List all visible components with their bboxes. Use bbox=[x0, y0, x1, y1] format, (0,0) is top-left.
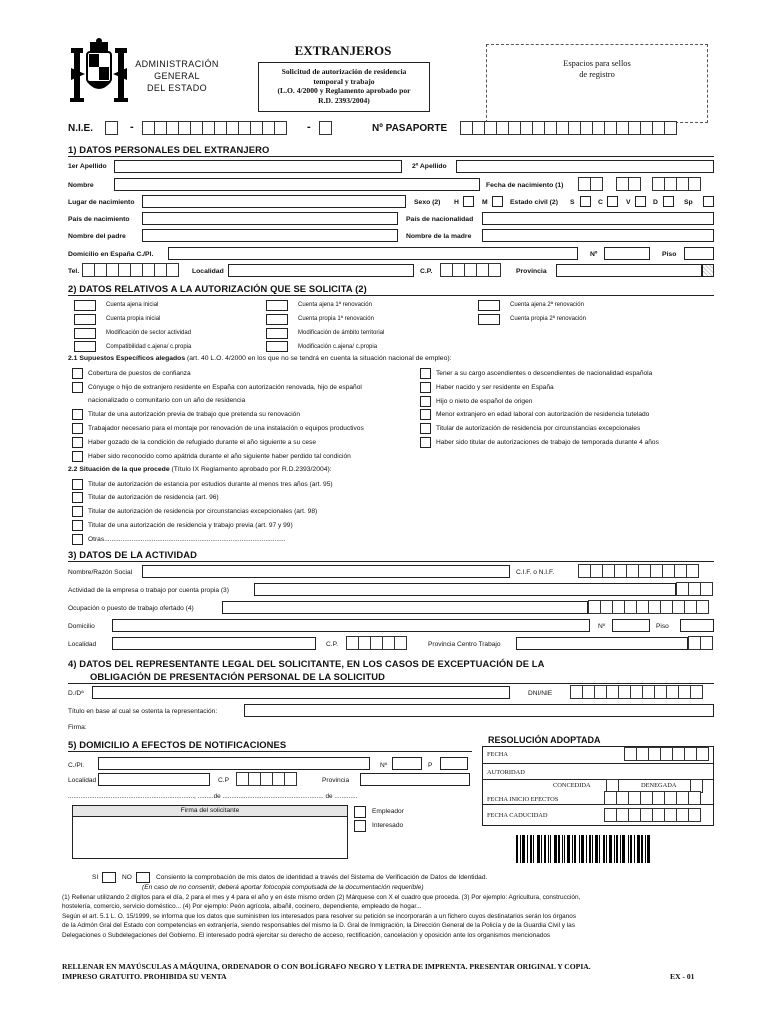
s3-localidad-field[interactable] bbox=[112, 637, 316, 650]
subtitle-line-4: R.D. 2393/2004) bbox=[318, 95, 370, 105]
s22-p1-label: Titular de autorización de estancia por estudios durante al menos tres años (art. 95) bbox=[88, 481, 333, 488]
s4-dni-cells[interactable] bbox=[570, 685, 702, 699]
s4-dni-label: DNI/NIE bbox=[528, 690, 553, 697]
s21-l5-label: Haber gozado de la condición de refugiado durante el año siguiente a su cese bbox=[88, 439, 317, 446]
s5-cp-label: C.P bbox=[218, 777, 229, 784]
cp-cells[interactable] bbox=[440, 263, 500, 277]
resolucion-caducidad-cells bbox=[604, 808, 700, 822]
empleador-label: Empleador bbox=[372, 808, 404, 815]
s5-cpl-label: C./Pl. bbox=[68, 762, 85, 769]
section-1-title: 1) DATOS PERSONALES DEL EXTRANJERO bbox=[68, 144, 270, 155]
consent-no-checkbox[interactable] bbox=[136, 872, 150, 883]
note-line-1: (1) Rellenar utilizando 2 dígitos para el día, 2 para el mes y 4 para el año y en éste mismo orden (2) Márquese con X el cuadro que proceda. (3) Por ejemplo: Agricultura, construcción, bbox=[62, 894, 581, 901]
opt-cuenta-ajena-inicial-checkbox[interactable] bbox=[74, 300, 96, 311]
s21-l4-checkbox[interactable] bbox=[72, 423, 83, 434]
s3-nombre-label: Nombre/Razón Social bbox=[68, 569, 133, 576]
s3-num-label: Nº bbox=[598, 623, 606, 630]
lugar-nac-field[interactable] bbox=[142, 195, 406, 208]
padre-label: Nombre del padre bbox=[68, 233, 126, 240]
apellido2-label: 2º Apellido bbox=[412, 163, 447, 170]
s22-p5-checkbox[interactable] bbox=[72, 534, 83, 545]
s3-piso-label: Piso bbox=[656, 623, 669, 630]
nie-letter-cell[interactable] bbox=[105, 121, 117, 135]
domicilio-label: Domicilio en España C./Pl. bbox=[68, 251, 154, 258]
section-2-title: 2) DATOS RELATIVOS A LA AUTORIZACIÓN QUE SE SOLICITA (2) bbox=[68, 283, 367, 294]
apellido2-field[interactable] bbox=[456, 160, 714, 173]
s3-actividad-label: Actividad de la empresa o trabajo por cuenta propia (3) bbox=[68, 587, 229, 594]
nie-number-cells[interactable] bbox=[142, 121, 286, 135]
domicilio-piso-label: Piso bbox=[662, 251, 677, 258]
apellido1-label: 1er Apellido bbox=[68, 163, 107, 170]
sexo-m-label: M bbox=[482, 199, 488, 206]
opt-mod-sector-checkbox[interactable] bbox=[74, 328, 96, 339]
s3-provincia-code bbox=[688, 636, 712, 650]
passport-cells[interactable] bbox=[460, 121, 676, 135]
ec-d-checkbox[interactable] bbox=[663, 196, 674, 207]
stamp-line-2: de registro bbox=[579, 70, 615, 79]
s3-cp-cells[interactable] bbox=[346, 636, 406, 650]
consent-text: Consiento la comprobación de mis datos de identidad a través del Sistema de Verificación de Datos de Identidad. bbox=[156, 874, 488, 881]
provincia-label: Provincia bbox=[516, 268, 547, 275]
s3-actividad-code bbox=[676, 582, 712, 596]
domicilio-num-label: Nº bbox=[590, 251, 598, 258]
s4-titulo-field[interactable] bbox=[244, 704, 714, 717]
s3-cif-cells[interactable] bbox=[578, 564, 698, 578]
s21-r2-checkbox[interactable] bbox=[420, 382, 431, 393]
localidad-field[interactable] bbox=[228, 264, 414, 277]
admin-line-3: DEL ESTADO bbox=[146, 83, 207, 93]
nie-control-cell[interactable] bbox=[319, 121, 331, 135]
form-title: EXTRANJEROS bbox=[294, 43, 392, 58]
firma-solicitante-box[interactable] bbox=[72, 805, 348, 859]
s5-provincia-field[interactable] bbox=[360, 773, 470, 786]
sexo-h-checkbox[interactable] bbox=[463, 196, 474, 207]
resolucion-fecha-label: FECHA bbox=[487, 751, 508, 758]
passport-label: Nº PASAPORTE bbox=[372, 123, 448, 134]
opt-cuenta-ajena-2-label: Cuenta ajena 2ª renovación bbox=[510, 302, 584, 308]
s3-localidad-label: Localidad bbox=[68, 641, 97, 648]
resolucion-inicio-label: FECHA INICIO EFECTOS bbox=[487, 796, 559, 803]
s21-r3-checkbox[interactable] bbox=[420, 396, 431, 407]
s5-fecha-line: ......................................................................., .........de ......................................................... de ............. bbox=[68, 793, 358, 800]
s22-p2-label: Titular de autorización de residencia (art. 96) bbox=[88, 494, 219, 501]
s21-l2-checkbox[interactable] bbox=[72, 382, 83, 393]
s21-r1-checkbox[interactable] bbox=[420, 368, 431, 379]
pais-nacionalidad-label: País de nacionalidad bbox=[406, 216, 474, 223]
admin-line-2: GENERAL bbox=[154, 71, 200, 81]
opt-compat-checkbox[interactable] bbox=[74, 341, 96, 352]
sexo-h-label: H bbox=[454, 199, 459, 206]
ec-sp-checkbox[interactable] bbox=[703, 196, 714, 207]
resolucion-caducidad-label: FECHA CADUCIDAD bbox=[487, 812, 548, 819]
madre-field[interactable] bbox=[482, 229, 714, 242]
resolucion-fecha-cells bbox=[624, 747, 708, 761]
opt-cuenta-ajena-1-label: Cuenta ajena 1ª renovación bbox=[298, 302, 372, 308]
ec-c-checkbox[interactable] bbox=[607, 196, 618, 207]
estado-civil-label: Estado civil (2) bbox=[510, 199, 558, 206]
lugar-nac-label: Lugar de nacimiento bbox=[68, 199, 135, 206]
s5-cpl-field[interactable] bbox=[98, 757, 370, 770]
note-line-3: Según el art. 5.1 L. O. 15/1999, se informa que los datos que suministren los interesados para resolver su petición se incorporarán a un fichero cuyos destinatarios serán los órganos bbox=[62, 912, 577, 920]
fecha-nac-year[interactable] bbox=[652, 177, 700, 191]
opt-mod-ajena-propia-label: Modificación c.ajena/ c.propia bbox=[298, 344, 378, 350]
sub22-heading bbox=[68, 466, 332, 473]
note-line-2: hostelería, comercio, servicio doméstico... (4) Por ejemplo: Peón agrícola, albañil, cocinero, dependiente, empleado de hogar... bbox=[62, 903, 422, 911]
resolucion-denegada-label: DENEGADA bbox=[641, 782, 677, 789]
s4-firma-label: Firma: bbox=[68, 724, 87, 731]
consent-si-checkbox[interactable] bbox=[102, 872, 116, 883]
opt-cuenta-propia-inicial-label: Cuenta propia inicial bbox=[106, 316, 161, 322]
s5-num-label: Nº bbox=[380, 762, 388, 769]
s22-p3-label: Titular de autorización de residencia por circunstancias excepcionales (art. 98) bbox=[88, 508, 318, 515]
s21-r4-label: Menor extranjero en edad laboral con autorización de residencia tutelado bbox=[436, 411, 650, 418]
opt-mod-ambito-label: Modificación de ámbito territorial bbox=[298, 330, 385, 336]
domicilio-field[interactable] bbox=[168, 247, 578, 260]
s21-l6-checkbox[interactable] bbox=[72, 451, 83, 462]
s21-l3-checkbox[interactable] bbox=[72, 409, 83, 420]
section-5-title: 5) DOMICILIO A EFECTOS DE NOTIFICACIONES bbox=[68, 739, 287, 750]
localidad-label: Localidad bbox=[192, 268, 224, 275]
opt-cuenta-ajena-1-checkbox[interactable] bbox=[266, 300, 288, 311]
note-line-5: Delegaciones o Subdelegaciones del Gobierno. El interesado podrá ejercitar su derecho de acceso, rectificación, cancelación y oposición ante los organismos mencionados bbox=[62, 931, 551, 939]
section-4-title-line-2: OBLIGACIÓN DE PRESENTACIÓN PERSONAL DE LA SOLICITUD bbox=[90, 671, 386, 682]
resolucion-inicio-cells bbox=[604, 791, 700, 805]
interesado-label: Interesado bbox=[372, 822, 404, 829]
s5-localidad-label: Localidad bbox=[68, 777, 97, 784]
registry-stamp-box bbox=[486, 44, 708, 123]
s3-cp-label: C.P. bbox=[326, 641, 338, 648]
opt-mod-sector-label: Modificación de sector actividad bbox=[106, 330, 192, 336]
fecha-nac-month[interactable] bbox=[616, 177, 640, 191]
s21-l4-label: Trabajador necesario para el montaje por renovación de una instalación o equipos productivos bbox=[88, 425, 364, 432]
notes-block bbox=[62, 893, 712, 940]
s3-domicilio-label: Domicilio bbox=[68, 623, 95, 630]
nie-label: N.I.E. bbox=[68, 123, 94, 134]
subtitle-box bbox=[258, 62, 430, 112]
s3-piso-field[interactable] bbox=[680, 619, 714, 632]
opt-cuenta-ajena-inicial-label: Cuenta ajena inicial bbox=[106, 302, 159, 308]
subtitle-line-3: (L.O. 4/2000 y Reglamento aprobado por bbox=[277, 86, 411, 95]
sub22-title: 2.2 Situación de la que procede bbox=[68, 466, 170, 473]
s3-ocupacion-field[interactable] bbox=[222, 601, 588, 614]
s5-localidad-field[interactable] bbox=[98, 773, 210, 786]
s21-l2-label: Cónyuge o hijo de extranjero residente en España con autorización renovada, hijo de español bbox=[88, 384, 362, 391]
sexo-label: Sexo (2) bbox=[414, 199, 441, 206]
empleador-checkbox[interactable] bbox=[354, 806, 366, 818]
ec-d-label: D bbox=[653, 199, 658, 206]
apellido1-field[interactable] bbox=[114, 160, 402, 173]
s5-provincia-label: Provincia bbox=[322, 777, 350, 784]
consent-si-label: SI bbox=[92, 874, 99, 881]
s5-p-label: P bbox=[428, 762, 433, 769]
pais-nac-field[interactable] bbox=[142, 212, 398, 225]
opt-cuenta-propia-1-label: Cuenta propia 1ª renovación bbox=[298, 316, 374, 322]
s21-r1-label: Tener a su cargo ascendientes o descendientes de nacionalidad española bbox=[436, 370, 653, 377]
s3-domicilio-field[interactable] bbox=[112, 619, 590, 632]
provincia-field[interactable] bbox=[556, 264, 702, 277]
s21-l2b-label: nacionalizado o comunitario con un año de residencia bbox=[88, 397, 246, 404]
s21-r6-label: Haber sido titular de autorizaciones de trabajo de temporada durante 4 años bbox=[436, 439, 659, 446]
s3-ocupacion-code bbox=[588, 600, 708, 614]
tel-label: Tel. bbox=[68, 268, 80, 275]
sub21-title: 2.1 Supuestos Específicos alegados bbox=[68, 355, 186, 362]
opt-cuenta-propia-2-label: Cuenta propia 2ª renovación bbox=[510, 316, 586, 322]
sexo-m-checkbox[interactable] bbox=[492, 196, 503, 207]
s22-p2-checkbox[interactable] bbox=[72, 492, 83, 503]
cp-label: C.P. bbox=[420, 268, 433, 275]
s3-provincia-field[interactable] bbox=[516, 637, 688, 650]
s3-cif-label: C.I.F. o N.I.F. bbox=[516, 569, 555, 576]
fecha-nac-label: Fecha de nacimiento (1) bbox=[486, 182, 564, 189]
s3-num-field[interactable] bbox=[612, 619, 650, 632]
admin-block bbox=[132, 58, 222, 94]
note-line-4: de la Admón Gral del Estado con competencias en extranjería, siendo responsables del mismo la D. Gral de Inmigración, la Dirección General de la Policía y de la Guardia Civil y las bbox=[62, 922, 575, 930]
nie-dash-2: - bbox=[307, 121, 311, 133]
footer-line-2: IMPRESO GRATUITO. PROHIBIDA SU VENTA bbox=[62, 972, 227, 981]
form-code: EX - 01 bbox=[670, 972, 695, 981]
opt-cuenta-ajena-2-checkbox[interactable] bbox=[478, 300, 500, 311]
footer-line-1: RELLENAR EN MAYÚSCULAS A MÁQUINA, ORDENADOR O CON BOLÍGRAFO NEGRO Y LETRA DE IMPRENTA. PRESENTAR ORIGINAL Y COPIA. bbox=[62, 962, 591, 971]
consent-note: (En caso de no consentir, deberá aportar fotocopia compulsada de la documentación requerible) bbox=[142, 884, 424, 891]
s21-r4-checkbox[interactable] bbox=[420, 409, 431, 420]
s3-provincia-label: Provincia Centro Trabajo bbox=[428, 641, 501, 648]
sub22-note: (Título IX Reglamento aprobado por R.D.2393/2004): bbox=[169, 466, 332, 473]
pais-nacionalidad-field[interactable] bbox=[482, 212, 714, 225]
sub21-note: (art. 40 L.O. 4/2000 en los que no se tendrá en cuenta la situación nacional de empleo): bbox=[185, 355, 452, 362]
ec-c-label: C bbox=[598, 199, 603, 206]
s21-l3-label: Titular de una autorización previa de trabajo que pretenda su renovación bbox=[88, 411, 300, 418]
s21-r5-checkbox[interactable] bbox=[420, 423, 431, 434]
s22-p4-label: Titular de una autorización de residencia y trabajo previa (art. 97 y 99) bbox=[88, 522, 293, 529]
opt-mod-ambito-checkbox[interactable] bbox=[266, 328, 288, 339]
tel-cells[interactable] bbox=[82, 263, 178, 277]
resolucion-title: RESOLUCIÓN ADOPTADA bbox=[488, 735, 601, 745]
subtitle-line-2: temporal y trabajo bbox=[313, 76, 375, 86]
s22-p3-checkbox[interactable] bbox=[72, 506, 83, 517]
admin-line-1: ADMINISTRACIÓN bbox=[135, 59, 219, 69]
barcode bbox=[516, 835, 712, 863]
s21-r5-label: Titular de autorización de residencia por circunstancias excepcionales bbox=[436, 425, 641, 432]
ec-v-label: V bbox=[626, 199, 631, 206]
stamp-line-1: Espacios para sellos bbox=[563, 59, 631, 68]
firma-solicitante-label: Firma del solicitante bbox=[73, 806, 347, 817]
s5-p-field[interactable] bbox=[440, 757, 468, 770]
resolucion-concedida-label: CONCEDIDA bbox=[553, 782, 591, 789]
s5-num-field[interactable] bbox=[392, 757, 422, 770]
nombre-field[interactable] bbox=[114, 178, 480, 191]
opt-cuenta-propia-2-checkbox[interactable] bbox=[478, 314, 500, 325]
s21-r6-checkbox[interactable] bbox=[420, 437, 431, 448]
provincia-code-cell bbox=[702, 264, 714, 277]
ec-sp-label: Sp bbox=[684, 199, 693, 206]
sub21-heading bbox=[68, 355, 452, 362]
s4-dd-label: D./Dª bbox=[68, 690, 84, 697]
nombre-label: Nombre bbox=[68, 182, 94, 189]
s5-cp-cells[interactable] bbox=[236, 772, 296, 786]
s22-p4-checkbox[interactable] bbox=[72, 520, 83, 531]
pais-nac-label: País de nacimiento bbox=[68, 216, 130, 223]
ec-v-checkbox[interactable] bbox=[635, 196, 646, 207]
interesado-checkbox[interactable] bbox=[354, 820, 366, 832]
opt-compat-label: Compatibilidad c.ajena/ c.propia bbox=[106, 344, 192, 350]
resolucion-autoridad-label: AUTORIDAD bbox=[487, 769, 525, 776]
s21-l1-label: Cobertura de puestos de confianza bbox=[88, 370, 191, 377]
domicilio-piso-field[interactable] bbox=[684, 247, 714, 260]
opt-mod-ajena-propia-checkbox[interactable] bbox=[266, 341, 288, 352]
domicilio-num-field[interactable] bbox=[604, 247, 650, 260]
s3-ocupacion-label: Ocupación o puesto de trabajo ofertado (4) bbox=[68, 605, 194, 612]
ec-s-checkbox[interactable] bbox=[580, 196, 591, 207]
ec-s-label: S bbox=[570, 199, 575, 206]
s22-p1-checkbox[interactable] bbox=[72, 479, 83, 490]
subtitle-line-1: Solicitud de autorización de residencia bbox=[281, 67, 407, 76]
consent-no-label: NO bbox=[122, 874, 132, 881]
nie-dash-1: - bbox=[130, 121, 134, 133]
madre-label: Nombre de la madre bbox=[406, 233, 472, 240]
s3-nombre-field[interactable] bbox=[142, 565, 510, 578]
opt-cuenta-propia-1-checkbox[interactable] bbox=[266, 314, 288, 325]
s4-titulo-label: Título en base al cual se ostenta la representación: bbox=[68, 708, 218, 715]
s4-dd-field[interactable] bbox=[92, 686, 510, 699]
s21-r3-label: Hijo o nieto de español de origen bbox=[436, 398, 533, 405]
s21-l5-checkbox[interactable] bbox=[72, 437, 83, 448]
s21-l6-label: Haber sido reconocido como apátrida durante el año siguiente haber perdido tal condición bbox=[88, 453, 351, 460]
s21-r2-label: Haber nacido y ser residente en España bbox=[436, 384, 554, 391]
opt-cuenta-propia-inicial-checkbox[interactable] bbox=[74, 314, 96, 325]
padre-field[interactable] bbox=[142, 229, 398, 242]
coat-of-arms-icon bbox=[68, 38, 130, 108]
section-4-title-line-1: 4) DATOS DEL REPRESENTANTE LEGAL DEL SOLICITANTE, EN LOS CASOS DE EXCEPTUACIÓN DE LA bbox=[68, 658, 545, 669]
fecha-nac-cells[interactable] bbox=[578, 177, 602, 191]
s21-l1-checkbox[interactable] bbox=[72, 368, 83, 379]
section-3-title: 3) DATOS DE LA ACTIVIDAD bbox=[68, 549, 197, 560]
s22-p5-label: Otras................................................................................................... bbox=[88, 536, 286, 543]
s3-actividad-field[interactable] bbox=[254, 583, 676, 596]
